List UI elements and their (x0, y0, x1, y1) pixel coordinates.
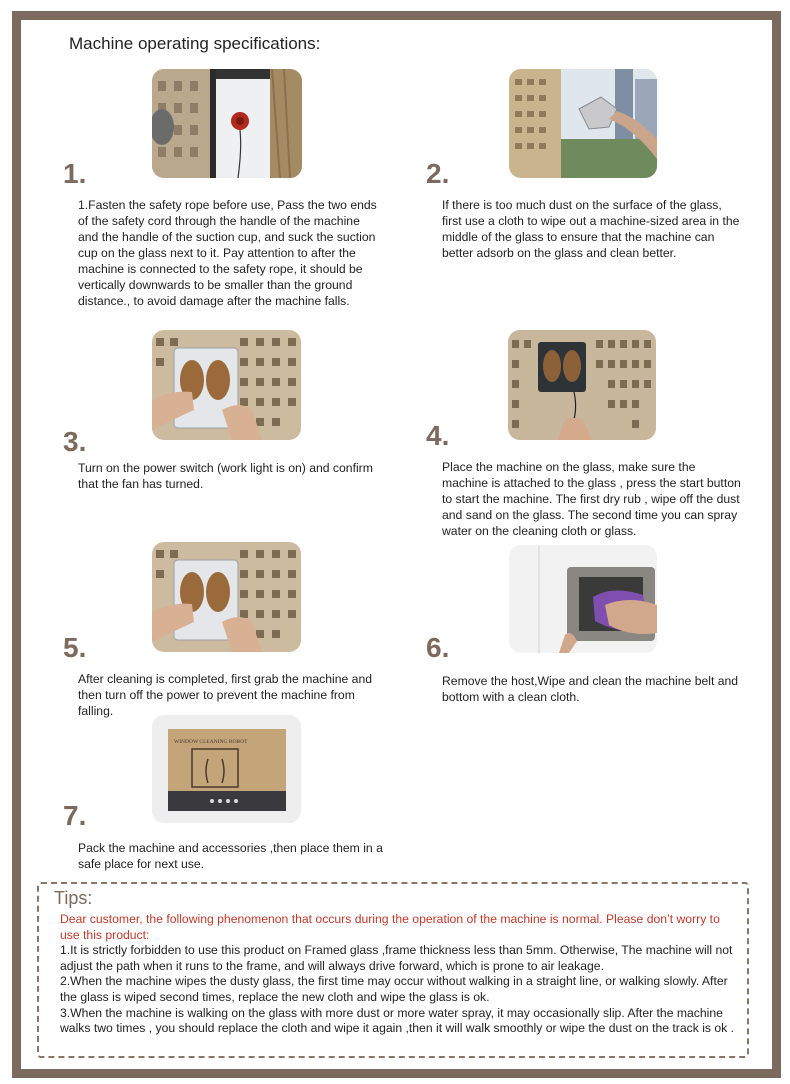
tips-item-1: 1.It is strictly forbidden to use this product on Framed glass ,frame thickness less than 5mm. Otherwise, The machine will not adjust the path when it runs to the frame, and will always drive forward, which is prone to air leakage. (60, 943, 733, 973)
tips-item-2: 2.When the machine wipes the dusty glass, the first time may occur without walking in a straight line, or walking slowly. After the glass is wiped second times, replace the new cloth and wipe the glass is ok. (60, 974, 728, 1004)
step-5-photo (152, 542, 301, 652)
box-label: WINDOW CLEANING ROBOT (174, 739, 248, 745)
step-3-photo (152, 330, 301, 440)
step-7-photo (152, 715, 301, 823)
step-2-number: 2. (426, 158, 450, 189)
step-6-text: Remove the host,Wipe and clean the machine belt and bottom with a clean cloth. (442, 674, 739, 704)
grab-machine-image (152, 542, 301, 652)
window-rope-image (152, 69, 302, 178)
tips-item-3: 3.When the machine is walking on the glass with more dust or more water spray, it may occasionally slip. After the machine walks two times , you should replace the cloth and wipe it again ,then it will walk smoothly or wipe the dust on the track is ok . (60, 1005, 735, 1036)
step-3-number: 3. (63, 426, 87, 457)
step-6-photo (509, 545, 657, 653)
machine-on-glass-image (508, 330, 656, 440)
tips-body (60, 912, 740, 1037)
clean-belt-image (509, 545, 657, 653)
step-4-text: Place the machine on the glass, make sure the machine is attached to the glass , press the start button to start the machine. The first dry rub , wipe off the dust and sand on the glass. The second time you can spray water on the cleaning cloth or glass. (442, 460, 741, 538)
step-2-text: If there is too much dust on the surface of the glass, first use a cloth to wipe out a machine-sized area in the middle of the glass to ensure that the machine can better adsorb on the glass and clean better. (442, 198, 740, 260)
step-7-number: 7. (63, 800, 87, 831)
step-1-photo (152, 69, 302, 178)
step-4-number: 4. (426, 420, 450, 451)
cloth-wipe-image (509, 69, 657, 178)
power-switch-image (152, 330, 301, 440)
step-1-text: 1.Fasten the safety rope before use, Pass the two ends of the safety cord through the handle of the machine and the handle of the suction cup, and suck the suction cup on the glass next to it. Pay attention to after the machine is connected to the safety rope, it should be vertically downwards to be smaller than the ground distance., to avoid damage after the machine falls. (78, 198, 377, 308)
product-box-image (152, 715, 301, 823)
step-4-photo (508, 330, 656, 440)
page-title: Machine operating specifications: (69, 34, 321, 53)
tips-title: Tips: (54, 888, 93, 908)
step-5-number: 5. (63, 632, 87, 663)
tips-box (37, 882, 749, 1058)
step-7-text: Pack the machine and accessories ,then place them in a safe place for next use. (78, 841, 383, 871)
tips-intro: Dear customer, the following phenomenon that occurs during the operation of the machine is normal. Please don’t worry to use this product: (60, 912, 720, 942)
step-1-number: 1. (63, 158, 87, 189)
step-5-text: After cleaning is completed, first grab the machine and then turn off the power to prevent the machine from falling. (78, 672, 373, 718)
step-2-photo (509, 69, 657, 178)
step-3-text: Turn on the power switch (work light is on) and confirm that the fan has turned. (78, 461, 373, 491)
step-6-number: 6. (426, 632, 450, 663)
